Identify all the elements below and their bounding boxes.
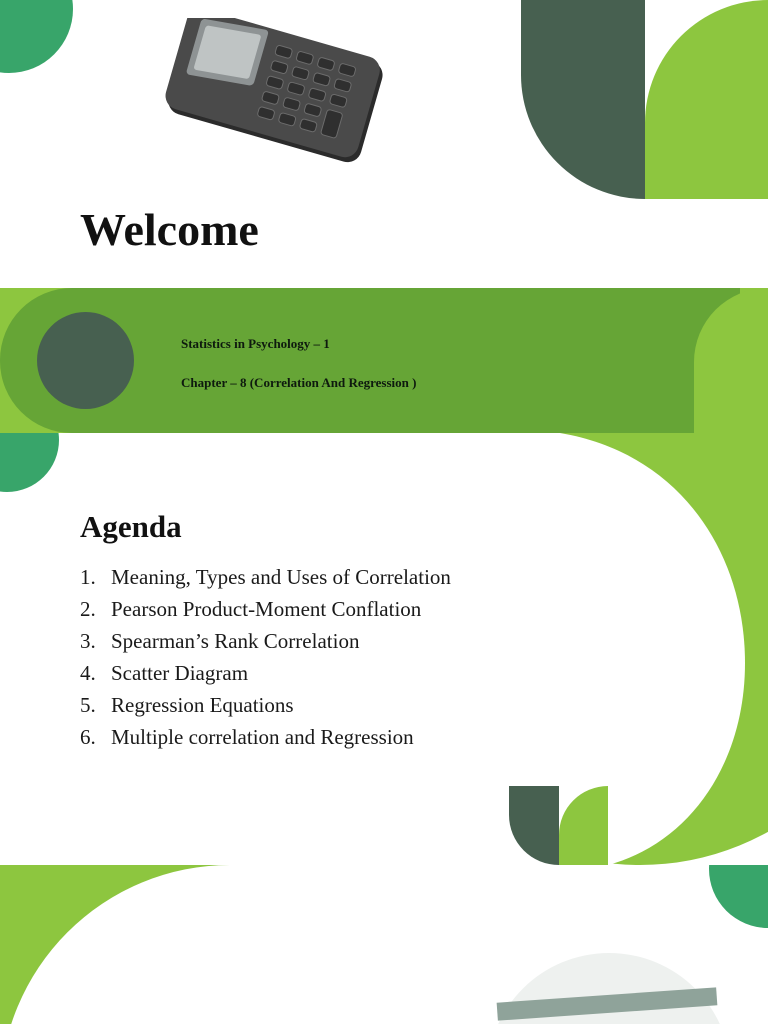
list-item: 1. Meaning, Types and Uses of Correlation	[80, 565, 451, 589]
agenda-list	[80, 561, 451, 753]
next-slide-preview	[0, 865, 768, 1024]
leaf-decoration-light	[645, 0, 768, 199]
list-item: 2. Pearson Product-Moment Conflation	[80, 597, 422, 621]
welcome-slide	[0, 0, 768, 288]
list-item: 3. Spearman’s Rank Correlation	[80, 629, 360, 653]
course-banner	[0, 288, 768, 433]
leaf-decoration-dark	[521, 0, 645, 199]
banner-circle-decoration	[37, 312, 134, 409]
course-subject: Statistics in Psychology – 1	[181, 336, 330, 351]
list-item: 6. Multiple correlation and Regression	[80, 725, 414, 749]
list-item: 5. Regression Equations	[80, 693, 294, 717]
agenda-heading: Agenda	[80, 509, 182, 544]
corner-circle-decoration	[709, 865, 768, 928]
list-item: 4. Scatter Diagram	[80, 661, 249, 685]
welcome-title: Welcome	[80, 204, 259, 255]
corner-circle-decoration	[0, 0, 73, 73]
chapter-title: Chapter – 8 (Correlation And Regression )	[181, 375, 417, 390]
calculator-icon	[160, 18, 390, 168]
agenda-slide	[0, 433, 768, 865]
